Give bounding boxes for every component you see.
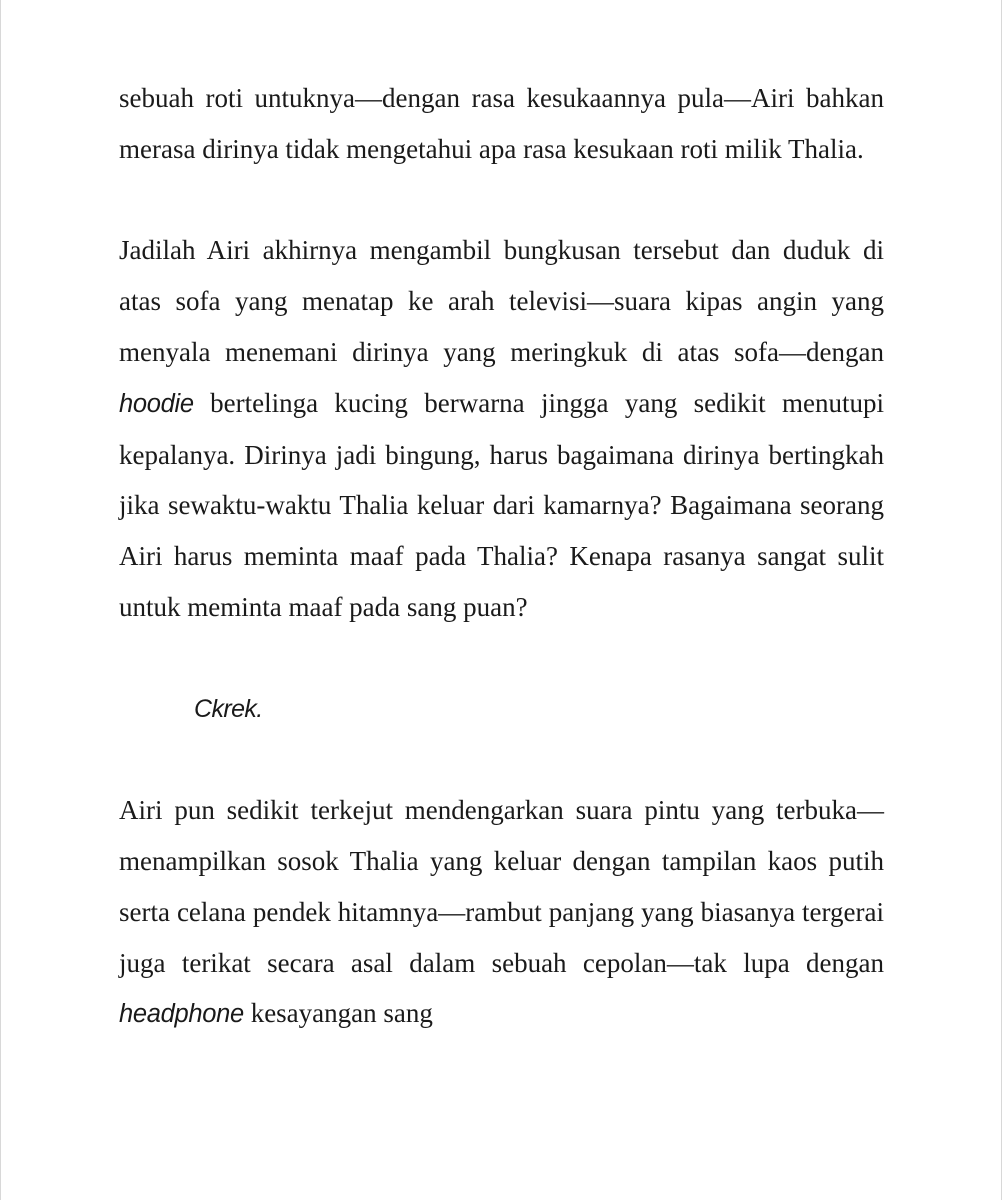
- paragraph-2-text-end: bertelinga kucing berwarna jingga yang sedikit menutupi kepalanya. Dirinya jadi bingung, harus bagaimana dirinya bertingkah jika sewaktu-waktu Thalia keluar dari kamarnya? Bagaimana seorang Airi harus meminta maaf pada Thalia? Kenapa rasanya sangat sulit untuk meminta maaf pada sang puan?: [119, 387, 884, 622]
- sound-effect-line: Ckrek.: [194, 694, 263, 723]
- paragraph-2-text-start: Jadilah Airi akhirnya mengambil bungkusan tersebut dan duduk di atas sofa yang menatap ke arah televisi—suara kipas angin yang menyala menemani dirinya yang meringkuk di atas sofa—dengan: [119, 235, 884, 367]
- paragraph-spacer: [119, 734, 884, 785]
- italic-word-headphone: headphone: [119, 1000, 244, 1029]
- paragraph-2: [119, 225, 884, 632]
- document-page: [119, 73, 884, 1040]
- page-border-left: [0, 0, 1, 1200]
- paragraph-1: sebuah roti untuknya—dengan rasa kesukaannya pula—Airi bahkan merasa dirinya tidak mengetahui apa rasa kesukaan roti milik Thalia.: [119, 83, 884, 164]
- paragraph-spacer: [119, 175, 884, 226]
- paragraph-3: [119, 785, 884, 1040]
- paragraph-3-text-start: Airi pun sedikit terkejut mendengarkan suara pintu yang terbuka—menampilkan sosok Thalia yang keluar dengan tampilan kaos putih serta celana pendek hitamnya—rambut panjang yang biasanya tergerai juga terikat secara asal dalam sebuah cepolan—tak lupa dengan: [119, 795, 884, 978]
- paragraph-3-text-end: kesayangan sang: [243, 998, 433, 1029]
- paragraph-spacer: [119, 633, 884, 684]
- italic-word-hoodie: hoodie: [119, 389, 194, 418]
